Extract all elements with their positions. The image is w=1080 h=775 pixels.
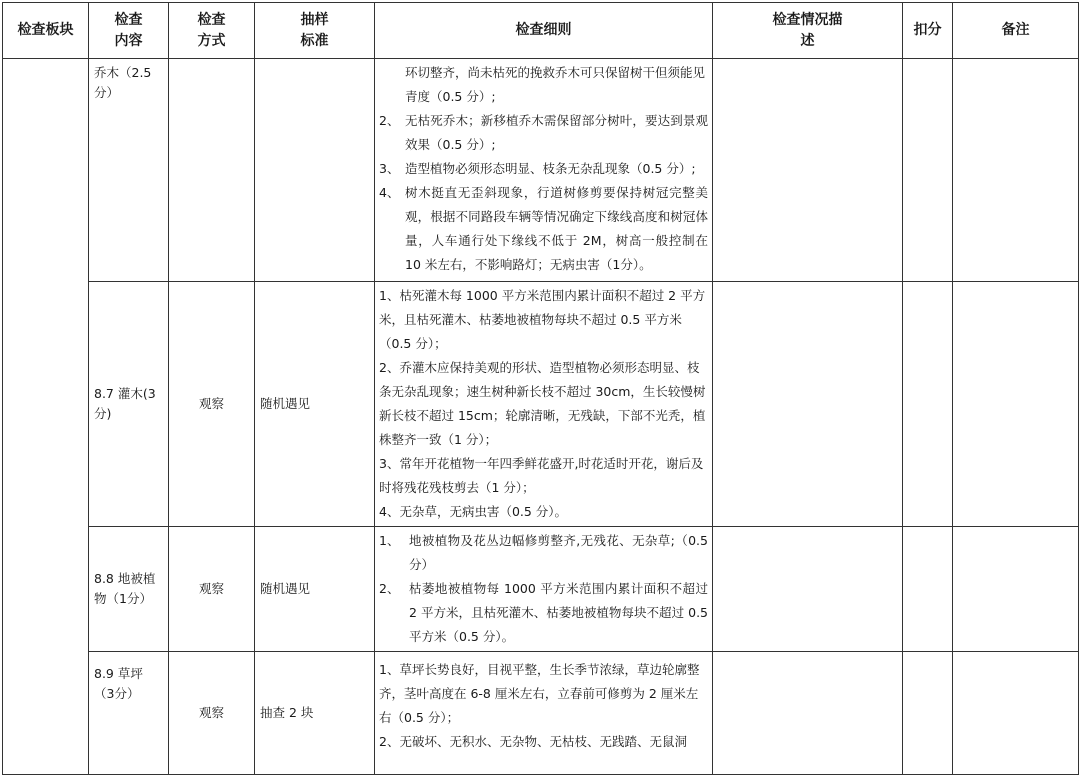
content-cell: 8.7 灌木(3分) <box>89 282 169 527</box>
detail-text: 树木挺直无歪斜现象，行道树修剪要保持树冠完整美观，根据不同路段车辆等情况确定下缘线高度和树冠体量，人车通行处下缘线不低于 2M，树高一般控制在 10 米左右，不影响路灯；无病虫害（1分）。 <box>405 185 708 272</box>
detail-item <box>379 577 708 649</box>
deduction-cell[interactable] <box>903 652 953 775</box>
deduction-cell[interactable] <box>903 282 953 527</box>
sampling-cell: 抽查 2 块 <box>255 652 375 775</box>
method-cell: 观察 <box>169 282 255 527</box>
header-content <box>89 3 169 59</box>
header-findings <box>713 3 903 59</box>
sampling-cell: 随机遇见 <box>255 527 375 652</box>
header-content-text: 检查内容 <box>114 11 143 49</box>
details-cell <box>375 652 713 775</box>
detail-item <box>379 284 708 356</box>
remarks-cell[interactable] <box>953 59 1079 282</box>
detail-number: 2、 <box>379 113 400 128</box>
remarks-cell[interactable] <box>953 282 1079 527</box>
detail-item <box>379 658 708 730</box>
header-sampling-text: 抽样标准 <box>300 11 329 49</box>
detail-text: 环切整齐，尚未枯死的挽救乔木可只保留树干但须能见青度（0.5 分）; <box>405 65 706 104</box>
table-row <box>3 282 1079 527</box>
header-method <box>169 3 255 59</box>
header-section: 检查板块 <box>3 3 89 59</box>
table-row <box>3 652 1079 775</box>
deduction-cell[interactable] <box>903 527 953 652</box>
detail-number: 4、 <box>379 185 400 200</box>
header-details: 检查细则 <box>375 3 713 59</box>
details-cell <box>375 59 713 282</box>
detail-item <box>379 157 708 181</box>
table-row <box>3 527 1079 652</box>
content-cell: 8.9 草坪（3分） <box>89 652 169 775</box>
method-cell: 观察 <box>169 652 255 775</box>
sampling-cell: 随机遇见 <box>255 282 375 527</box>
deduction-cell[interactable] <box>903 59 953 282</box>
detail-item <box>379 109 708 157</box>
detail-text: 地被植物及花丛边幅修剪整齐,无残花、无杂草;（0.5 分） <box>409 533 708 572</box>
findings-cell[interactable] <box>713 652 903 775</box>
header-deduction: 扣分 <box>903 3 953 59</box>
findings-cell[interactable] <box>713 59 903 282</box>
remarks-cell[interactable] <box>953 652 1079 775</box>
detail-text: 2、乔灌木应保持美观的形状、造型植物必须形态明显、枝条无杂乱现象；速生树种新长枝不超过 30cm，生长较慢树新长枝不超过 15cm；轮廓清晰，无残缺，下部不光秃，植株整齐一致（1 分）； <box>379 360 706 447</box>
detail-text: 造型植物必须形态明显、枝条无杂乱现象（0.5 分）; <box>405 161 696 176</box>
details-cell <box>375 527 713 652</box>
detail-text: 3、常年开花植物一年四季鲜花盛开,时花适时开花，谢后及时将残花残枝剪去（1 分）； <box>379 456 704 495</box>
remarks-cell[interactable] <box>953 527 1079 652</box>
inspection-table <box>2 2 1079 775</box>
detail-item <box>379 356 708 452</box>
content-cell: 8.8 地被植物（1分） <box>89 527 169 652</box>
table-row <box>3 59 1079 282</box>
detail-text: 无枯死乔木；新移植乔木需保留部分树叶，要达到景观效果（0.5 分）; <box>405 113 708 152</box>
details-cell <box>375 282 713 527</box>
detail-text: 1、草坪长势良好，目视平整，生长季节浓绿，草边轮廓整齐，茎叶高度在 6-8 厘米左右，立春前可修剪为 2 厘米左右（0.5 分）； <box>379 662 700 725</box>
method-cell <box>169 59 255 282</box>
sampling-cell <box>255 59 375 282</box>
detail-item <box>379 529 708 577</box>
detail-item <box>379 730 708 754</box>
header-sampling <box>255 3 375 59</box>
header-method-text: 检查方式 <box>197 11 226 49</box>
method-cell: 观察 <box>169 527 255 652</box>
section-cell <box>3 59 89 775</box>
header-findings-text: 检查情况描述 <box>772 11 843 49</box>
findings-cell[interactable] <box>713 282 903 527</box>
header-row <box>3 3 1079 59</box>
detail-number: 3、 <box>379 161 400 176</box>
findings-cell[interactable] <box>713 527 903 652</box>
detail-text: 2、无破坏、无积水、无杂物、无枯枝、无践踏、无鼠洞 <box>379 734 687 749</box>
detail-number: 1、 <box>379 533 400 548</box>
detail-number: 2、 <box>379 581 400 596</box>
detail-text: 4、无杂草，无病虫害（0.5 分）。 <box>379 504 568 519</box>
detail-item <box>379 452 708 500</box>
header-remarks: 备注 <box>953 3 1079 59</box>
detail-item <box>379 500 708 524</box>
detail-text: 枯萎地被植物每 1000 平方米范围内累计面积不超过 2 平方米，且枯死灌木、枯萎地被植物每块不超过 0.5 平方米（0.5 分）。 <box>409 581 708 644</box>
detail-item <box>405 61 708 109</box>
detail-text: 1、枯死灌木每 1000 平方米范围内累计面积不超过 2 平方米，且枯死灌木、枯萎地被植物每块不超过 0.5 平方米（0.5 分）； <box>379 288 706 351</box>
detail-item <box>379 181 708 277</box>
content-cell: 乔木（2.5分） <box>89 59 169 282</box>
